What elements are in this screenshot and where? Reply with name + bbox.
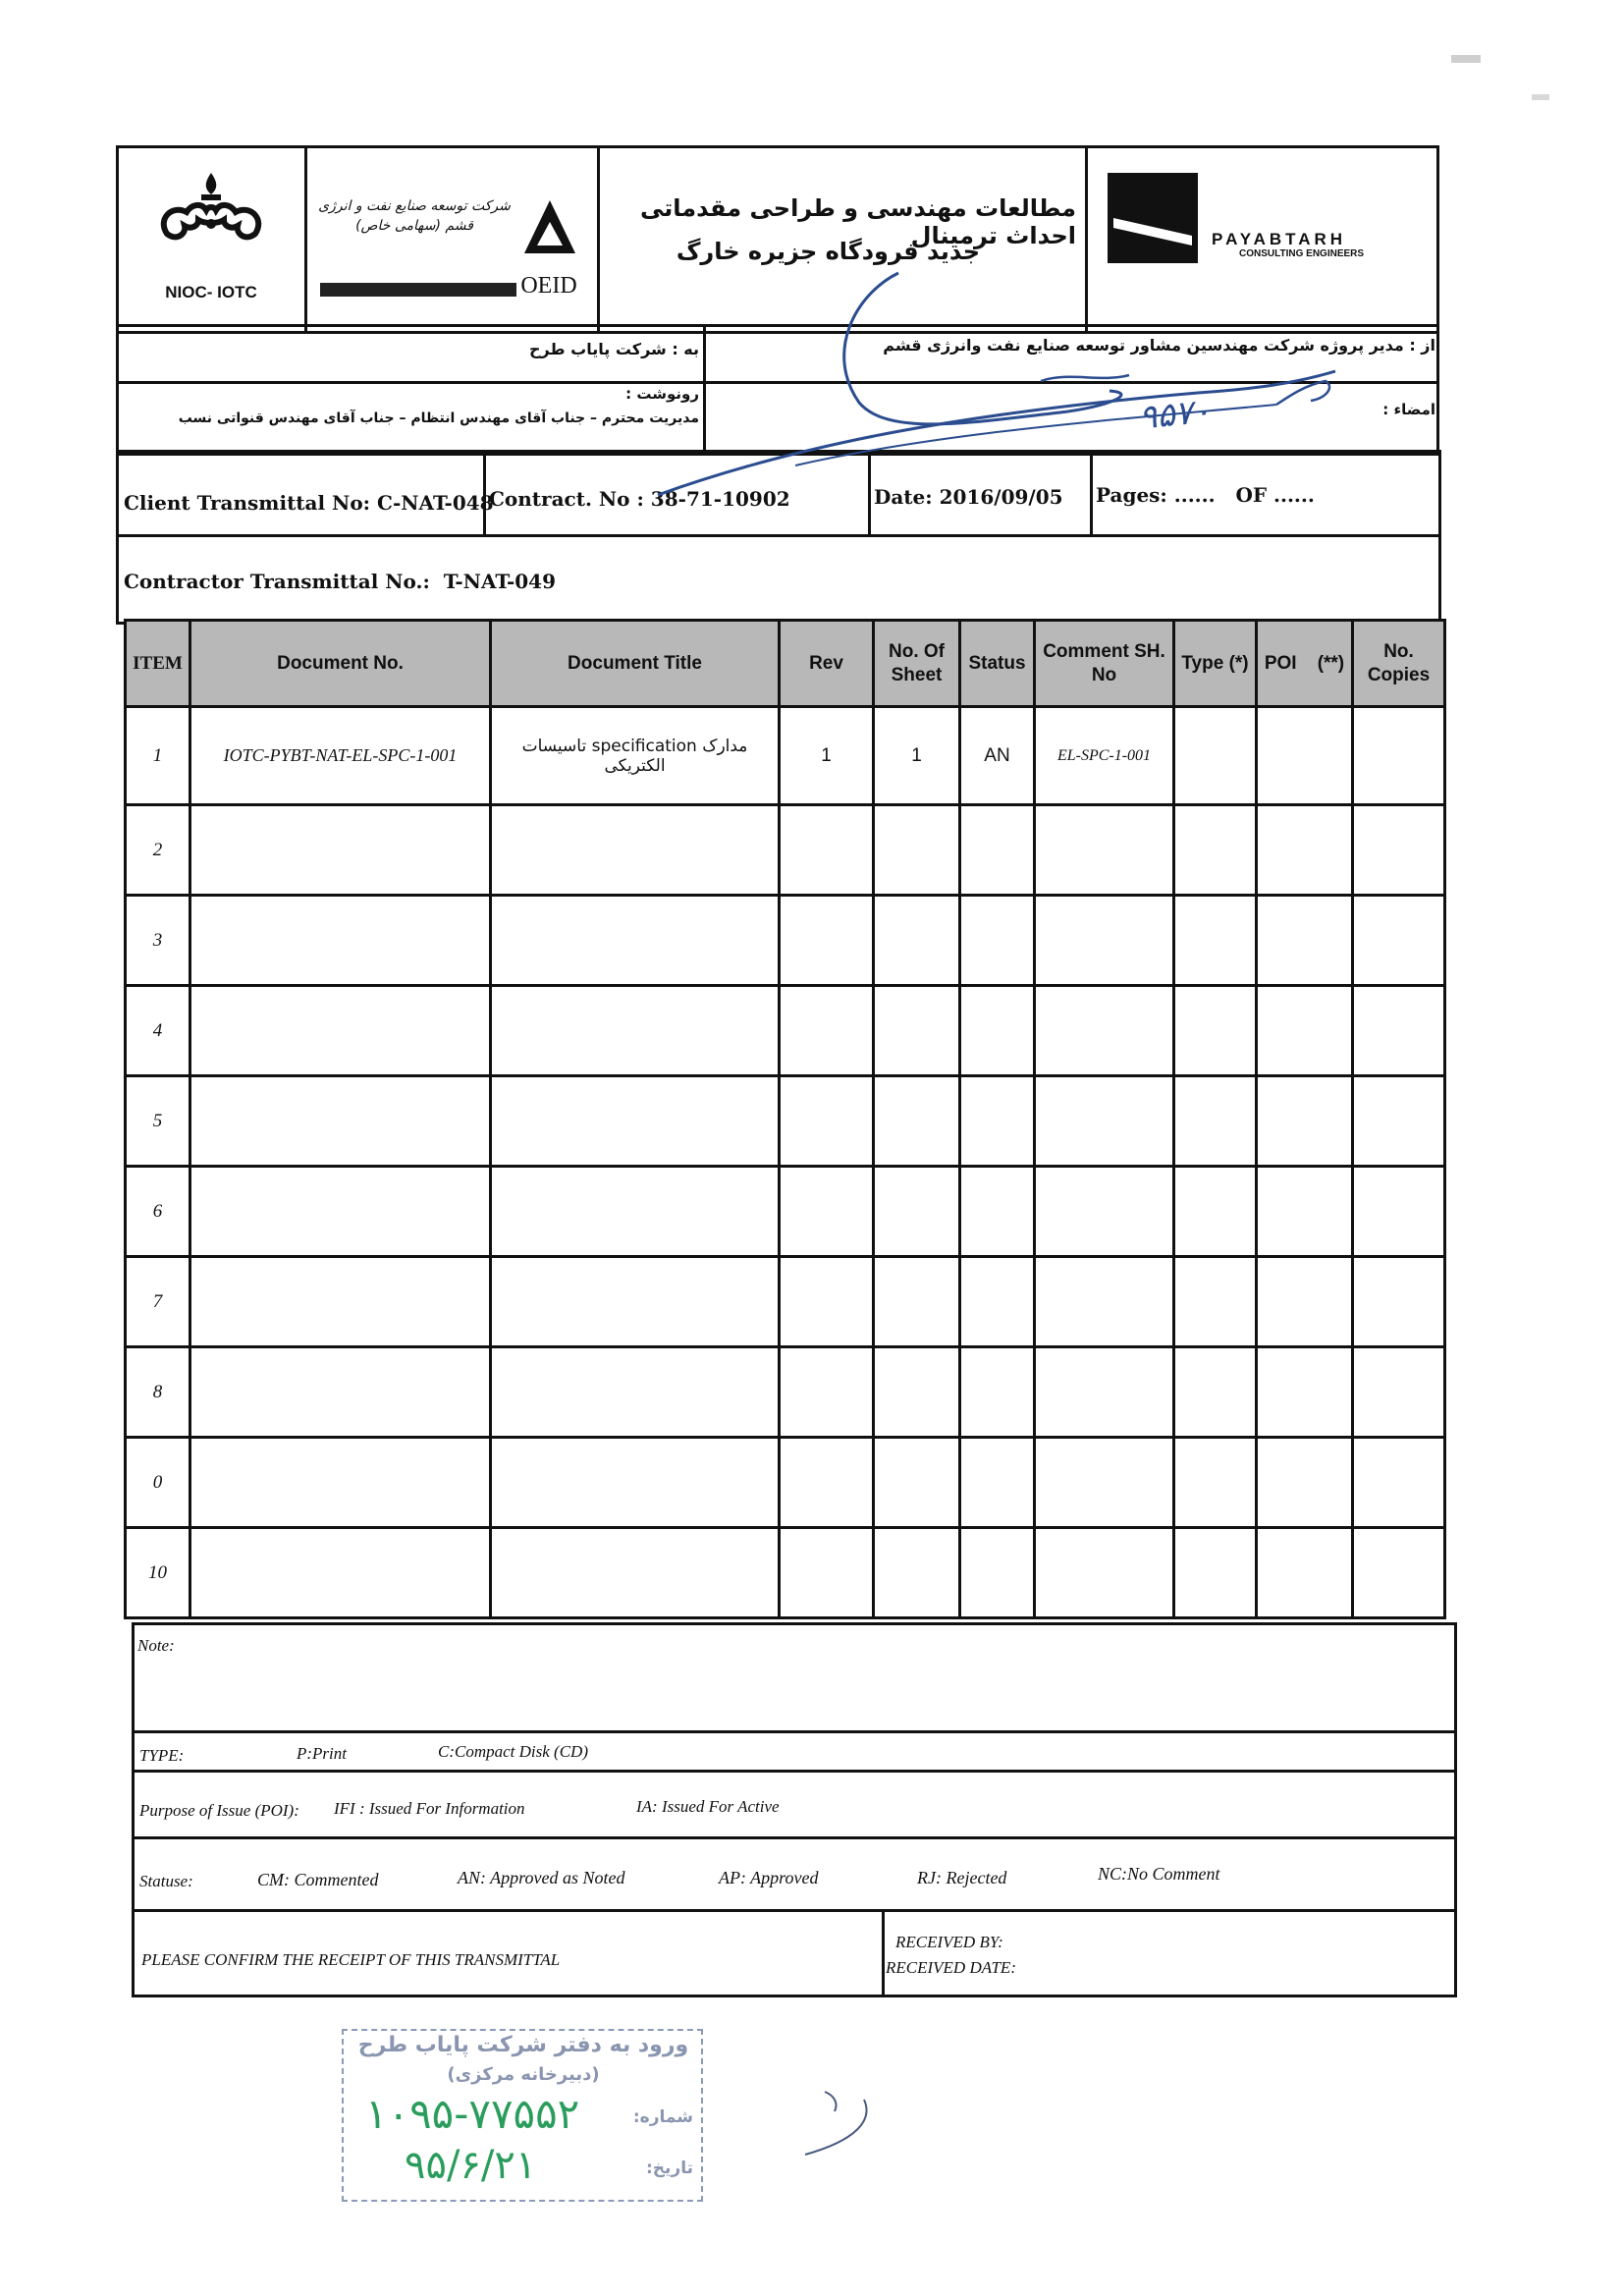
- cell-poi: [1257, 896, 1353, 986]
- cell-type: [1174, 1438, 1257, 1528]
- oeid-label: OEID: [520, 273, 577, 299]
- cell-item: 1: [126, 707, 190, 805]
- cell-comment: [1035, 896, 1174, 986]
- type-print: P:Print: [297, 1744, 347, 1763]
- cell-copies: [1353, 1076, 1445, 1167]
- cell-doc-no: [190, 1257, 491, 1347]
- cell-status: [960, 1528, 1035, 1618]
- cell-doc-no: [190, 1438, 491, 1528]
- note-label: Note:: [137, 1636, 175, 1655]
- oeid-triangle: [520, 196, 579, 265]
- col-sheets-header: No. Of Sheet: [874, 621, 960, 707]
- poi-ia: IA: Issued For Active: [636, 1797, 780, 1816]
- col-type-header: Type (*): [1174, 621, 1257, 707]
- cell-type: [1174, 1167, 1257, 1257]
- cell-doc-title: [491, 1076, 780, 1167]
- table-row: [126, 805, 1445, 896]
- cc-text: مدیریت محترم – جناب آقای مهندس انتظام – جناب آقای مهندس قنواتی نسب: [178, 410, 699, 426]
- document-table: [124, 619, 1446, 1619]
- cell-status: [960, 1347, 1035, 1438]
- cell-poi: [1257, 986, 1353, 1076]
- footer-div-2: [134, 1770, 1455, 1773]
- cell-sheets: 1: [874, 707, 960, 805]
- footer-div-3: [134, 1836, 1455, 1839]
- footer-block: [132, 1622, 1457, 1997]
- nioc-emblem-icon: [147, 165, 275, 253]
- cell-status: [960, 1076, 1035, 1167]
- cell-doc-no: IOTC-PYBT-NAT-EL-SPC-1-001: [190, 707, 491, 805]
- handwritten-ref-number: ۹۵۷۰: [1137, 391, 1213, 438]
- cell-copies: [1353, 1528, 1445, 1618]
- col-item-header: ITEM: [126, 621, 190, 707]
- transmittal-row-divider: [118, 534, 1439, 537]
- cell-comment: [1035, 986, 1174, 1076]
- cell-doc-title: [491, 805, 780, 896]
- table-row: [126, 707, 1445, 805]
- col-comment-header: Comment SH. No: [1035, 621, 1174, 707]
- table-row: [126, 1167, 1445, 1257]
- scan-speck: [1451, 55, 1481, 63]
- cell-item: 0: [126, 1438, 190, 1528]
- header-divider-1: [304, 147, 307, 332]
- signature-label: امضاء :: [1382, 401, 1435, 418]
- col-rev-header: Rev: [780, 621, 874, 707]
- cell-doc-title: [491, 1438, 780, 1528]
- header-divider-2: [597, 147, 600, 332]
- received-date: RECEIVED DATE:: [886, 1958, 1016, 1977]
- cell-comment: [1035, 1347, 1174, 1438]
- handwritten-signature: [648, 265, 1434, 511]
- cell-sheets: [874, 1167, 960, 1257]
- contract-no: Contract. No : 38-71-10902: [489, 487, 790, 511]
- cell-comment: [1035, 805, 1174, 896]
- table-row: [126, 1347, 1445, 1438]
- cell-poi: [1257, 1438, 1353, 1528]
- nioc-logo: [147, 165, 275, 253]
- cell-comment: [1035, 1438, 1174, 1528]
- footer-div-1: [134, 1730, 1455, 1733]
- cell-sheets: [874, 1257, 960, 1347]
- cell-copies: [1353, 1347, 1445, 1438]
- cell-doc-title: [491, 1257, 780, 1347]
- handwritten-mark: [795, 2082, 884, 2160]
- cell-copies: [1353, 986, 1445, 1076]
- received-by: RECEIVED BY:: [895, 1933, 1003, 1951]
- cell-doc-no: [190, 1347, 491, 1438]
- cell-item: 2: [126, 805, 190, 896]
- cell-type: [1174, 707, 1257, 805]
- cell-doc-title: [491, 1347, 780, 1438]
- cell-type: [1174, 805, 1257, 896]
- cell-copies: [1353, 1438, 1445, 1528]
- col-status-header: Status: [960, 621, 1035, 707]
- col-docno-header: Document No.: [190, 621, 491, 707]
- cell-doc-no: [190, 1528, 491, 1618]
- cell-sheets: [874, 986, 960, 1076]
- cc-label: رونوشت :: [625, 385, 699, 403]
- poi-ifi: IFI : Issued For Information: [334, 1799, 525, 1818]
- from-company: از : مدیر پروژه شرکت مهندسین مشاور توسعه صنایع نفت وانرژی قشم: [883, 336, 1435, 355]
- cell-rev: 1: [780, 707, 874, 805]
- table-row: [126, 986, 1445, 1076]
- footer-div-4: [134, 1909, 1455, 1912]
- cell-rev: [780, 1257, 874, 1347]
- cell-item: 8: [126, 1347, 190, 1438]
- cell-poi: [1257, 1076, 1353, 1167]
- payabtarh-sub: CONSULTING ENGINEERS: [1239, 248, 1365, 259]
- cell-poi: [1257, 1528, 1353, 1618]
- client-transmittal-no: Client Transmittal No: C-NAT-048: [124, 491, 494, 515]
- cell-poi: [1257, 1347, 1353, 1438]
- payabtarh-mark-icon: [1108, 173, 1198, 263]
- cell-poi: [1257, 1167, 1353, 1257]
- cell-poi: [1257, 707, 1353, 805]
- col-title-header: Document Title: [491, 621, 780, 707]
- cell-copies: [1353, 805, 1445, 896]
- cell-item: 6: [126, 1167, 190, 1257]
- oeid-script: شرکت توسعه صنایع نفت و انرژی قشم (سهامی خاص): [318, 198, 511, 234]
- transmittal-date: Date: 2016/09/05: [874, 485, 1063, 509]
- col-copies-header: No. Copies: [1353, 621, 1445, 707]
- oeid-triangle-icon: [520, 196, 579, 265]
- cell-rev: [780, 1438, 874, 1528]
- footer-col-divider: [882, 1911, 885, 1995]
- cell-doc-no: [190, 1167, 491, 1257]
- cell-copies: [1353, 1167, 1445, 1257]
- cell-sheets: [874, 1528, 960, 1618]
- project-title-line1: مطالعات مهندسی و طراحی مقدماتی احداث ترمینال: [639, 194, 1076, 249]
- cell-status: [960, 986, 1035, 1076]
- stamp-number-value: ۱۰۹۵-۷۷۵۵۲: [365, 2090, 580, 2138]
- cell-comment: EL-SPC-1-001: [1035, 707, 1174, 805]
- table-row: [126, 1076, 1445, 1167]
- cell-type: [1174, 896, 1257, 986]
- table-row: [126, 896, 1445, 986]
- pages-count: Pages: ...... OF ......: [1096, 483, 1315, 507]
- cell-item: 4: [126, 986, 190, 1076]
- cell-copies: [1353, 707, 1445, 805]
- status-cm: CM: Commented: [257, 1870, 379, 1889]
- cell-item: 5: [126, 1076, 190, 1167]
- poi-label: Purpose of Issue (POI):: [139, 1801, 299, 1820]
- table-row: [126, 1438, 1445, 1528]
- cell-type: [1174, 1528, 1257, 1618]
- cell-comment: [1035, 1257, 1174, 1347]
- table-header-row: [126, 621, 1445, 707]
- cell-status: [960, 896, 1035, 986]
- contractor-transmittal-no: Contractor Transmittal No.: T-NAT-049: [124, 570, 557, 593]
- cell-doc-title: [491, 896, 780, 986]
- cell-type: [1174, 986, 1257, 1076]
- cell-doc-title: [491, 986, 780, 1076]
- stamp-date-label: تاریخ:: [646, 2159, 693, 2178]
- status-rj: RJ: Rejected: [917, 1868, 1007, 1887]
- cell-sheets: [874, 805, 960, 896]
- stamp-number-label: شماره:: [632, 2107, 693, 2127]
- cell-rev: [780, 1528, 874, 1618]
- cell-rev: [780, 1347, 874, 1438]
- cell-comment: [1035, 1076, 1174, 1167]
- scan-speck: [1532, 94, 1549, 100]
- stamp-subtitle: (دبیرخانه مرکزی): [447, 2064, 600, 2085]
- project-title-line2: جدید فرودگاه جزیره خارگ: [676, 238, 980, 265]
- status-label: Statuse:: [139, 1872, 193, 1890]
- cell-doc-no: [190, 1076, 491, 1167]
- type-label: TYPE:: [139, 1746, 185, 1765]
- cell-comment: [1035, 1528, 1174, 1618]
- type-cd: C:Compact Disk (CD): [438, 1742, 588, 1761]
- cell-copies: [1353, 896, 1445, 986]
- cell-sheets: [874, 1347, 960, 1438]
- cell-status: AN: [960, 707, 1035, 805]
- table-row: [126, 1257, 1445, 1347]
- cell-comment: [1035, 1167, 1174, 1257]
- cell-doc-no: [190, 805, 491, 896]
- cell-poi: [1257, 1257, 1353, 1347]
- cell-sheets: [874, 896, 960, 986]
- cell-rev: [780, 1076, 874, 1167]
- confirm-receipt: PLEASE CONFIRM THE RECEIPT OF THIS TRANSMITTAL: [141, 1950, 561, 1969]
- cell-poi: [1257, 805, 1353, 896]
- cell-doc-title: [491, 1167, 780, 1257]
- cell-item: 3: [126, 896, 190, 986]
- cell-status: [960, 805, 1035, 896]
- cell-type: [1174, 1347, 1257, 1438]
- payabtarh-name: PAYABTARH: [1212, 230, 1347, 248]
- cell-copies: [1353, 1257, 1445, 1347]
- cell-rev: [780, 805, 874, 896]
- cell-rev: [780, 1167, 874, 1257]
- cell-doc-no: [190, 986, 491, 1076]
- status-nc: NC:No Comment: [1098, 1864, 1220, 1884]
- status-an: AN: Approved as Noted: [458, 1868, 625, 1887]
- cell-sheets: [874, 1438, 960, 1528]
- cell-rev: [780, 986, 874, 1076]
- cell-type: [1174, 1257, 1257, 1347]
- oeid-strip: [320, 283, 516, 297]
- cell-doc-no: [190, 896, 491, 986]
- nioc-label: NIOC- IOTC: [165, 283, 257, 301]
- cell-status: [960, 1257, 1035, 1347]
- cell-doc-title: [491, 1528, 780, 1618]
- payabtarh-logo: [1108, 173, 1198, 263]
- stamp-date-value: ۹۵/۶/۲۱: [405, 2143, 537, 2188]
- to-company: به : شرکت پایاب طرح: [529, 340, 699, 358]
- col-poi-header: POI (**): [1257, 621, 1353, 707]
- stamp-title: ورود به دفتر شرکت پایاب طرح: [357, 2033, 689, 2057]
- cell-item: 10: [126, 1528, 190, 1618]
- cell-rev: [780, 896, 874, 986]
- cell-item: 7: [126, 1257, 190, 1347]
- cell-status: [960, 1167, 1035, 1257]
- cell-sheets: [874, 1076, 960, 1167]
- status-ap: AP: Approved: [719, 1868, 819, 1887]
- cell-status: [960, 1438, 1035, 1528]
- cell-type: [1174, 1076, 1257, 1167]
- cell-doc-title: مدارک specification تاسیسات الکتریکی: [491, 707, 780, 805]
- table-row: [126, 1528, 1445, 1618]
